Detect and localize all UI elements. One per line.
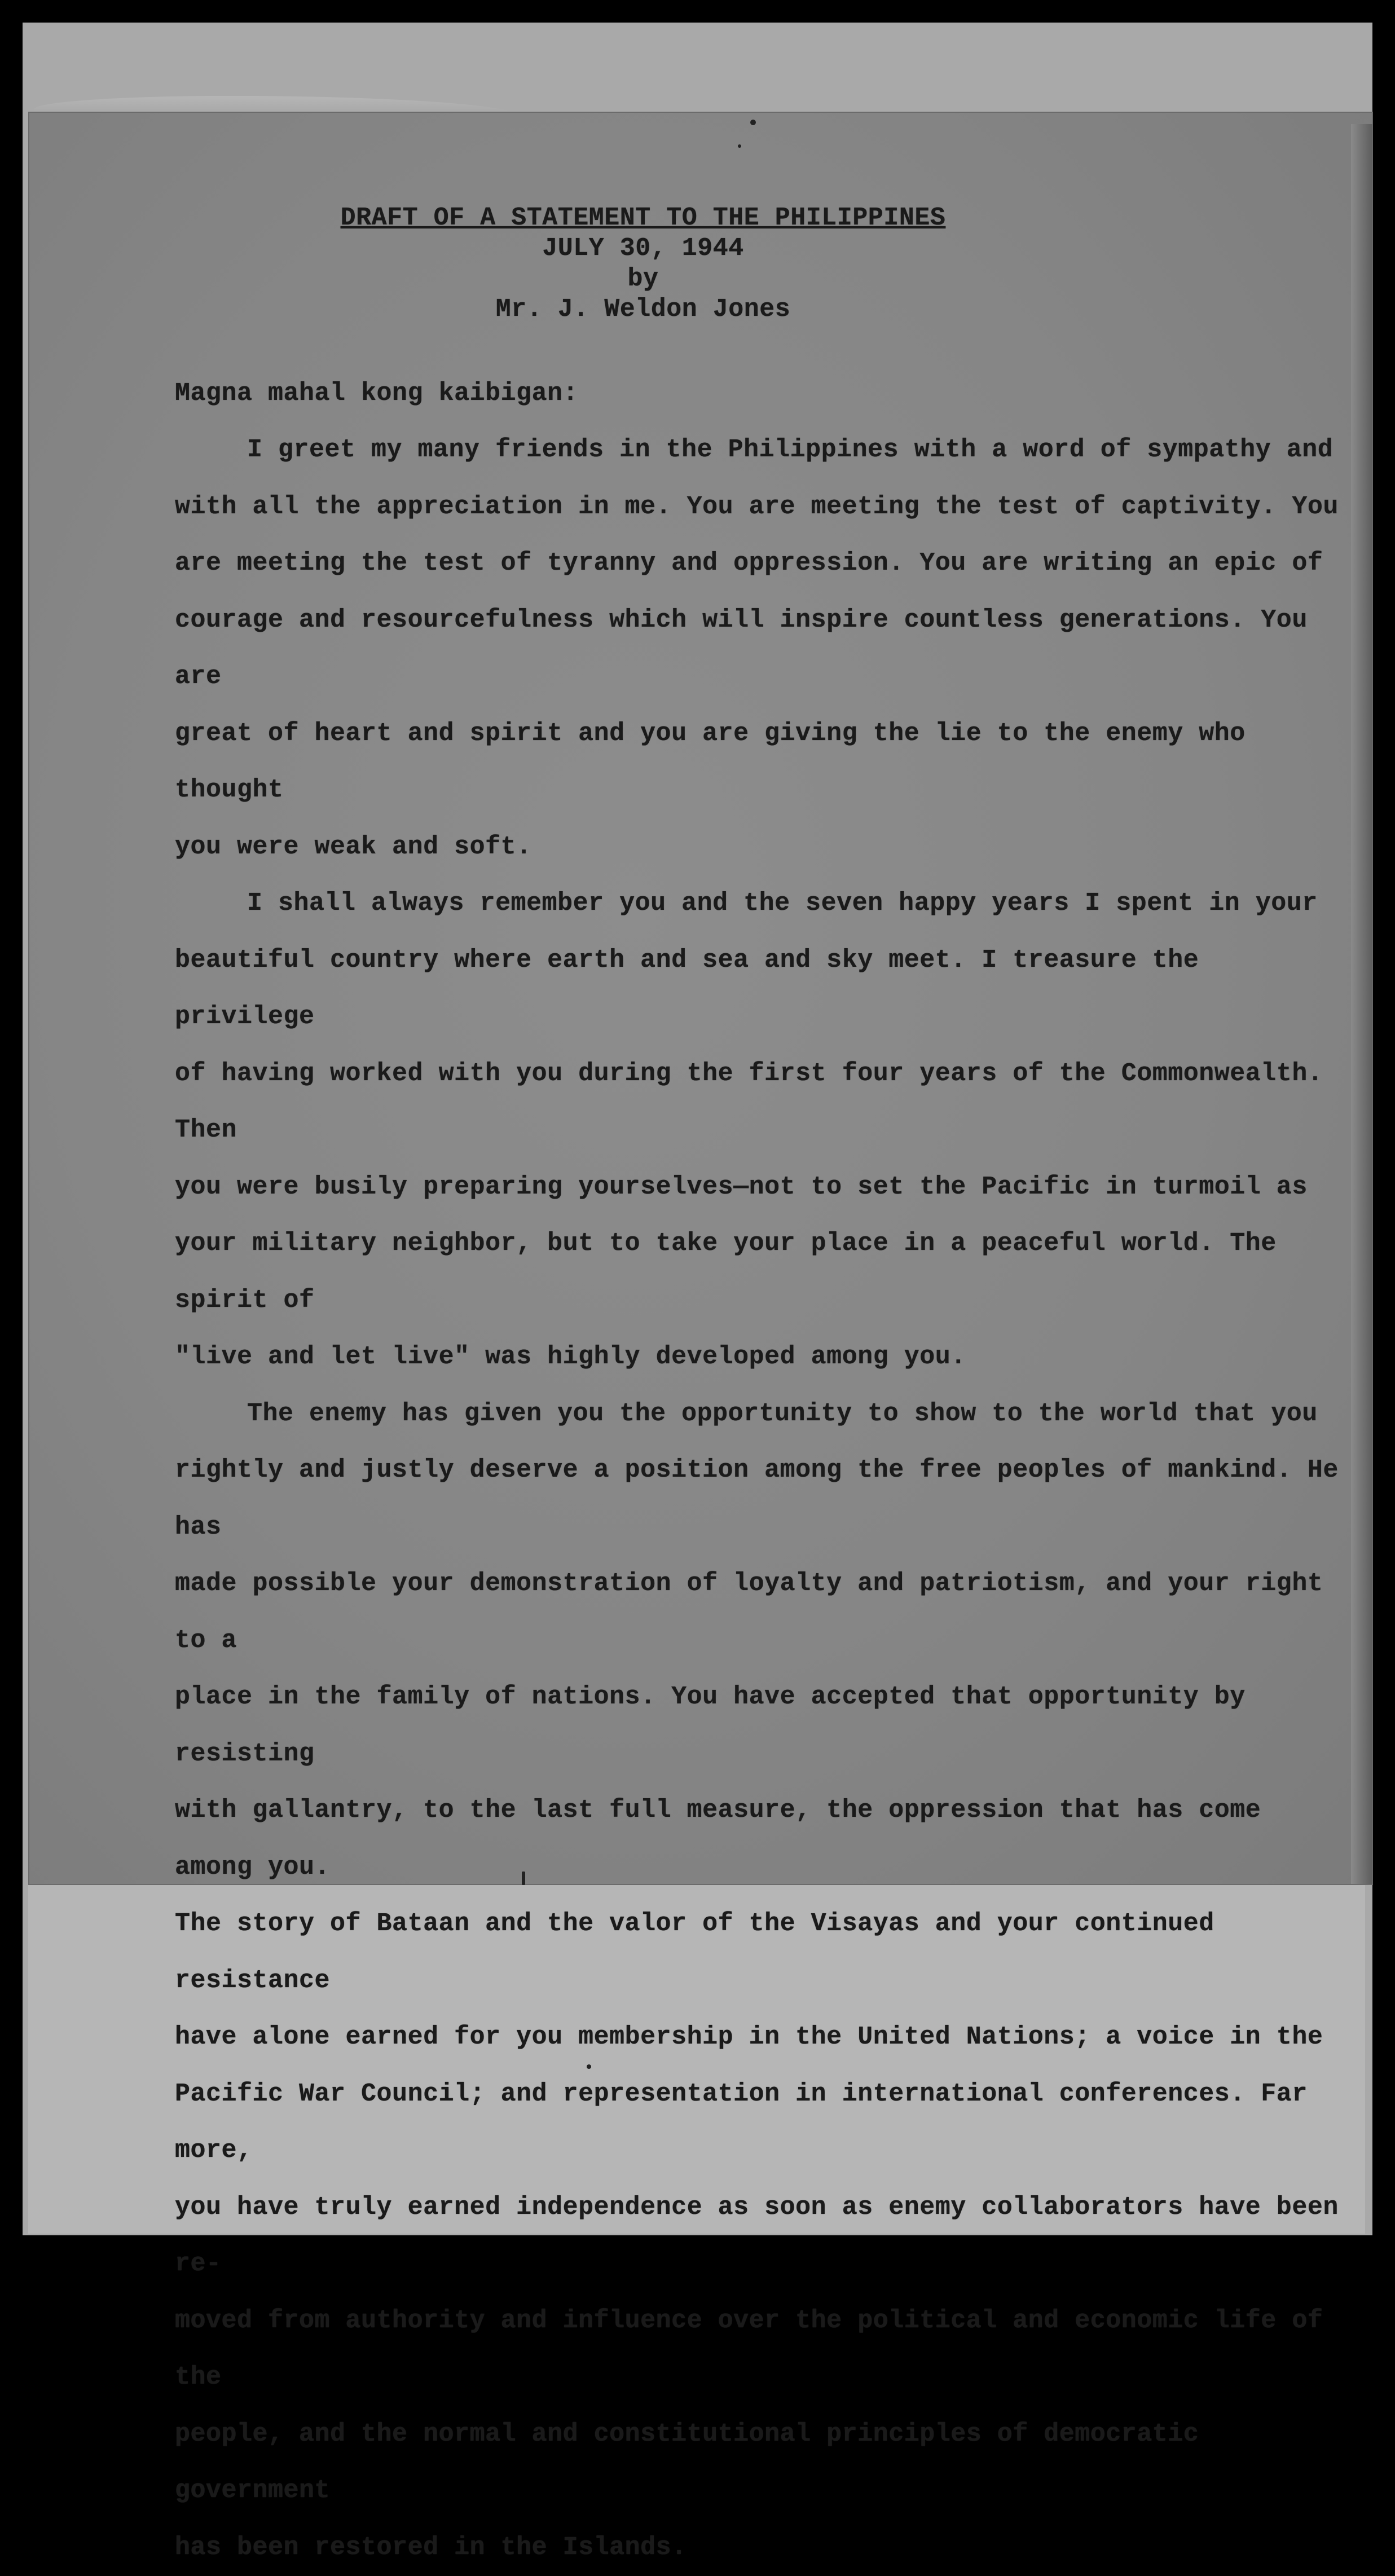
document-author: Mr. J. Weldon Jones	[0, 294, 1348, 325]
document-by: by	[0, 264, 1348, 294]
paragraph: I greet my many friends in the Philippines with a word of sympathy and with all the appreciation in me. You are meeting the test of captivity. You are meeting the test of tyranny and oppression. You are writing an epic of courage and resourcefulness which will inspire countless generations. You are great of heart and spirit and you are giving the lie to the enemy who thought you were weak and soft.	[175, 422, 1348, 875]
page-edge-shadow	[1351, 124, 1372, 1884]
salutation: Magna mahal kong kaibigan:	[175, 366, 1348, 422]
document-body	[175, 203, 1348, 2576]
document-date: JULY 30, 1944	[0, 234, 1348, 264]
paragraph: I shall always remember you and the seven happy years I spent in your beautiful country where earth and sea and sky meet. I treasure the privilege of having worked with you during the first four years of the Commonwealth. Then you were busily preparing yourselves—not to set the Pacific in turmoil as your military neighbor, but to take your place in a peaceful world. The spirit of "live and let live" was highly developed among you.	[175, 875, 1348, 1386]
ink-speck	[750, 120, 756, 125]
document-title: DRAFT OF A STATEMENT TO THE PHILIPPINES	[0, 203, 1348, 234]
document-header	[0, 203, 1348, 325]
ink-speck	[738, 144, 741, 148]
paragraph: The enemy has given you the opportunity to show to the world that you rightly and justly deserve a position among the free peoples of mankind. He has made possible your demonstration of loyalty and patriotism, and your right to a place in the family of nations. You have accepted that opportunity by resisting with gallantry, to the last full measure, the oppression that has come among you. The story of Bataan and the valor of the Visayas and your continued resistance have alone earned for you membership in the United Nations; a voice in the Pacific War Council; and representation in international conferences. Far more, you have truly earned independence as soon as enemy collaborators have been re- moved from authority and influence over the political and economic life of the people, and the normal and constitutional principles of democratic government has been restored in the Islands.	[175, 1386, 1348, 2576]
